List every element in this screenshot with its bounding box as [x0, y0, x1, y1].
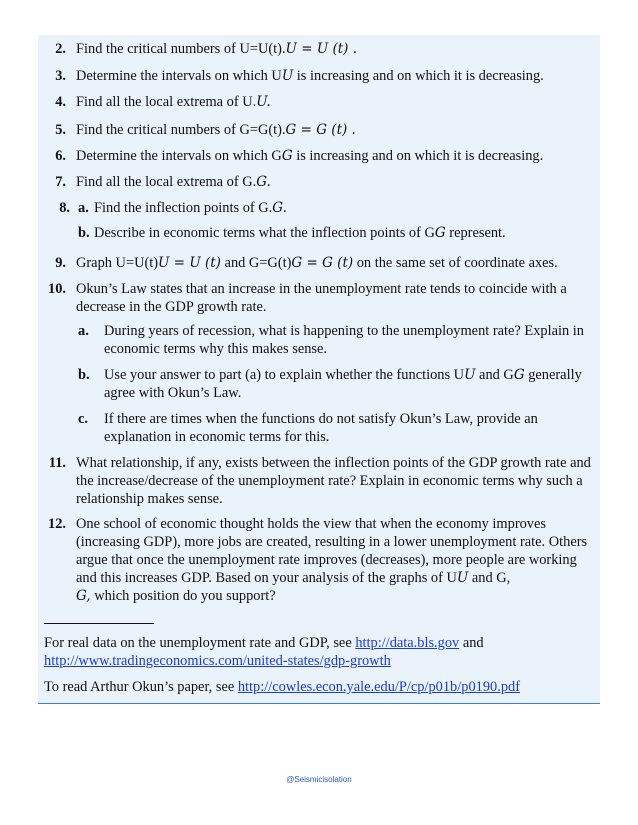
item-text: Determine the intervals on which G — [76, 148, 282, 164]
watermark: @Seismicisolation — [286, 775, 352, 784]
sub-text-tail: generally agree with Okun’s Law. — [104, 367, 582, 401]
math-expression: U — [281, 68, 294, 84]
sub-label-b: b. — [78, 225, 90, 241]
math-expression: U — [456, 570, 469, 586]
sub-text: If there are times when the functions do not satisfy Okun’s Law, provide an explanation in economic terms for this. — [104, 411, 538, 445]
sub-label-c: c. — [78, 411, 88, 427]
item-text: One school of economic thought holds the view that when the economy improves (increasing GDP), more jobs are created, resulting in a lower unemployment rate. Others argue that once the unemployment rate improves (decreases), more people are working and this increases GDP. Based on your analysis of the graphs of U — [76, 516, 588, 586]
item-text: Find all the local extrema of G. — [76, 174, 257, 190]
footnote-rule — [44, 623, 154, 624]
item-text-tail: is increasing and on which it is decreasing. — [292, 148, 544, 164]
item-number: 3. — [55, 68, 66, 84]
item-number: 10. — [48, 281, 66, 297]
item-text-tail: which position do you support? — [90, 588, 276, 604]
math-expression: G = G (t) . — [285, 122, 356, 138]
item-number: 2. — [55, 41, 66, 57]
item-number: 9. — [55, 255, 66, 271]
item-number: 12. — [48, 516, 66, 532]
item-text: Graph U=U(t) — [76, 255, 159, 271]
item-text-tail: is increasing and on which it is decreasing. — [293, 68, 544, 84]
item-number: 4. — [55, 94, 66, 110]
footnote-line-1 — [44, 634, 594, 652]
math-expression: G — [513, 367, 525, 383]
item-text-mid: and G=G(t) — [220, 255, 292, 271]
math-expression: G — [281, 148, 293, 164]
math-expression: G — [434, 225, 446, 241]
math-expression: U = U (t) — [158, 255, 221, 271]
math-expression: G. — [256, 174, 271, 190]
footnote-text: For real data on the unemployment rate and GDP, see — [44, 635, 356, 651]
item-text-tail: on the same set of coordinate axes. — [353, 255, 558, 271]
item-number: 11. — [48, 455, 66, 471]
footnote-text: and — [459, 635, 484, 651]
item-text: Find the critical numbers of G=G(t). — [76, 122, 286, 138]
item-text: What relationship, if any, exists between the inflection points of the GDP growth rate and the increase/decrease of the unemployment rate? Explain in economic terms why such a relationship makes sense. — [76, 455, 591, 507]
link-tradingeconomics[interactable]: http://www.tradingeconomics.com/united-states/gdp-growth — [44, 653, 391, 669]
math-expression: G. — [272, 200, 287, 216]
link-bls[interactable]: http://data.bls.gov — [355, 635, 460, 651]
item-text: Find all the local extrema of U. — [76, 94, 257, 110]
sub-label-a: a. — [78, 200, 89, 216]
math-expression: U. — [256, 94, 271, 110]
footnote-line-3 — [44, 678, 594, 696]
math-expression: G, — [76, 588, 91, 604]
math-expression: U = U (t) . — [285, 41, 358, 57]
sub-text: During years of recession, what is happening to the unemployment rate? Explain in economic terms why this makes sense. — [104, 323, 584, 357]
item-number: 8. — [59, 200, 70, 216]
item-number: 5. — [55, 122, 66, 138]
item-text: Find the critical numbers of U=U(t). — [76, 41, 286, 57]
item-number: 7. — [55, 174, 66, 190]
sub-label-b: b. — [78, 367, 90, 383]
footnote-line-2 — [44, 652, 594, 670]
item-text-tail: represent. — [445, 225, 506, 241]
sub-text: Use your answer to part (a) to explain whether the functions U — [104, 367, 465, 383]
item-text: Find the inflection points of G. — [94, 200, 273, 216]
math-expression: U — [464, 367, 476, 383]
item-text: Describe in economic terms what the inflection points of G — [94, 225, 435, 241]
item-text-mid: and G, — [468, 570, 511, 586]
footnote-text: To read Arthur Okun’s paper, see — [44, 679, 238, 695]
link-okun-paper[interactable]: http://cowles.econ.yale.edu/P/cp/p01b/p0190.pdf — [237, 679, 521, 695]
item-text: Okun’s Law states that an increase in the unemployment rate tends to coincide with a decrease in the GDP growth rate. — [76, 281, 567, 315]
sub-text-mid: and G — [475, 367, 514, 383]
math-expression: G = G (t) — [291, 255, 354, 271]
item-number: 6. — [55, 148, 66, 164]
item-text: Determine the intervals on which U — [76, 68, 282, 84]
sub-label-a: a. — [78, 323, 89, 339]
